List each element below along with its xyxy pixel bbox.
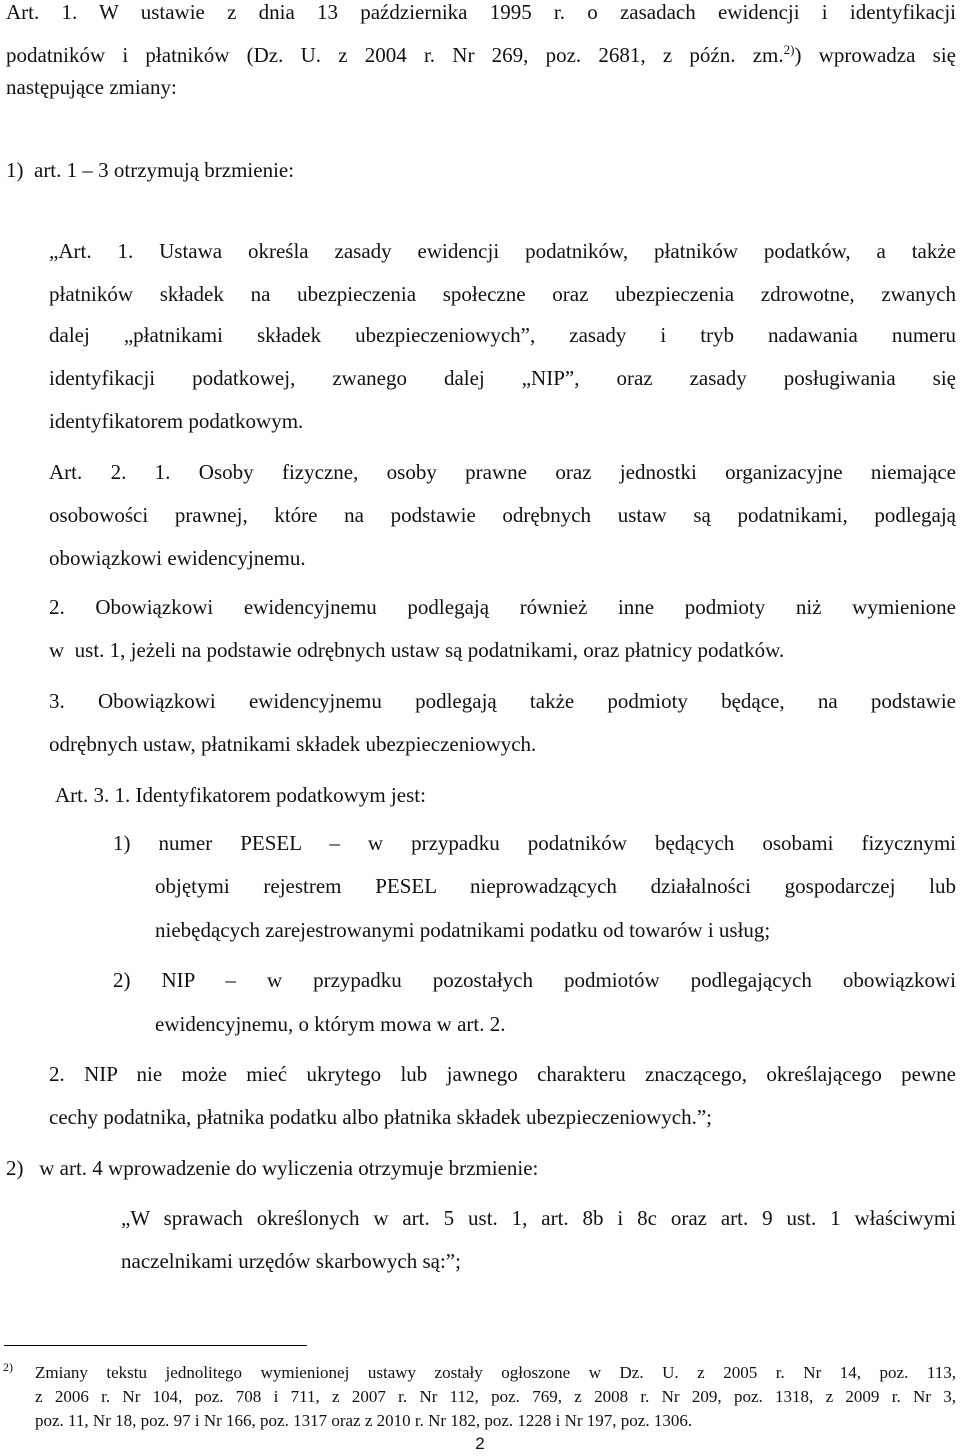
art1-line: identyfikatorem podatkowym.: [49, 409, 304, 433]
art2-line: Art. 2. 1. Osoby fizyczne, osoby prawne oraz jednostki organizacyjne niemające: [49, 460, 956, 484]
art2-line: w ust. 1, jeżeli na podstawie odrębnych ustaw są podatnikami, oraz płatnicy podatków.: [49, 638, 785, 662]
art3-item-line: 1) numer PESEL – w przypadku podatników będących osobami fizycznymi: [113, 831, 956, 855]
art2-line: 3. Obowiązkowi ewidencyjnemu podlegają także podmioty będące, na podstawie: [49, 689, 956, 713]
quote-line: naczelnikami urzędów skarbowych są:”;: [121, 1249, 461, 1273]
art1-line: „Art. 1. Ustawa określa zasady ewidencji podatników, płatników podatków, a także: [49, 239, 956, 263]
art3-line: cechy podatnika, płatnika podatku albo płatnika składek ubezpieczeniowych.”;: [49, 1105, 713, 1129]
art2-line: 2. Obowiązkowi ewidencyjnemu podlegają również inne podmioty niż wymienione: [49, 595, 956, 619]
art3-item-line: objętymi rejestrem PESEL nieprowadzących działalności gospodarczej lub: [155, 874, 956, 898]
amendment-point-2: 2) w art. 4 wprowadzenie do wyliczenia otrzymuje brzmienie:: [6, 1156, 539, 1180]
footnote-reference[interactable]: 2): [783, 42, 795, 57]
art2-line: obowiązkowi ewidencyjnemu.: [49, 546, 306, 570]
art1-line: płatników składek na ubezpieczenia społeczne oraz ubezpieczenia zdrowotne, zwanych: [49, 282, 956, 306]
amendment-point-1: 1) art. 1 – 3 otrzymują brzmienie:: [6, 158, 295, 182]
intro-text: ) wprowadza się: [794, 43, 956, 67]
page-number: 2: [475, 1434, 485, 1453]
art3-line: Art. 3. 1. Identyfikatorem podatkowym jest:: [55, 783, 426, 807]
intro-text: podatników i płatników (Dz. U. z 2004 r. Nr 269, poz. 2681, z późn. zm.: [6, 43, 784, 67]
art2-line: odrębnych ustaw, płatnikami składek ubezpieczeniowych.: [49, 732, 537, 756]
art3-item-line: niebędących zarejestrowanymi podatnikami podatku od towarów i usług;: [155, 918, 771, 942]
art2-line: osobowości prawnej, które na podstawie odrębnych ustaw są podatnikami, podlegają: [49, 503, 956, 527]
intro-line: [6, 42, 956, 68]
footnote-separator: [4, 1345, 307, 1346]
art3-item-line: ewidencyjnemu, o którym mowa w art. 2.: [155, 1012, 506, 1036]
footnote-line: Zmiany tekstu jednolitego wymienionej ustawy zostały ogłoszone w Dz. U. z 2005 r. Nr 14, poz. 113,: [35, 1363, 956, 1382]
art1-line: identyfikacji podatkowej, zwanego dalej „NIP”, oraz zasady posługiwania się: [49, 366, 956, 390]
intro-line: Art. 1. W ustawie z dnia 13 października 1995 r. o zasadach ewidencji i identyfikacji: [6, 0, 956, 24]
quote-line: „W sprawach określonych w art. 5 ust. 1, art. 8b i 8c oraz art. 9 ust. 1 właściwymi: [121, 1206, 956, 1230]
footnote-marker: 2): [3, 1360, 13, 1374]
art3-line: 2. NIP nie może mieć ukrytego lub jawnego charakteru znaczącego, określającego pewne: [49, 1062, 956, 1086]
art1-line: dalej „płatnikami składek ubezpieczeniowych”, zasady i tryb nadawania numeru: [49, 323, 956, 347]
intro-line: następujące zmiany:: [6, 75, 177, 99]
footnote-line: z 2006 r. Nr 104, poz. 708 i 711, z 2007 r. Nr 112, poz. 769, z 2008 r. Nr 209, poz. 1318, z 2009 r. Nr 3,: [35, 1387, 956, 1406]
art3-item-line: 2) NIP – w przypadku pozostałych podmiotów podlegających obowiązkowi: [113, 968, 956, 992]
footnote-line: poz. 11, Nr 18, poz. 97 i Nr 166, poz. 1317 oraz z 2010 r. Nr 182, poz. 1228 i Nr 197, poz. 1306.: [35, 1411, 693, 1430]
